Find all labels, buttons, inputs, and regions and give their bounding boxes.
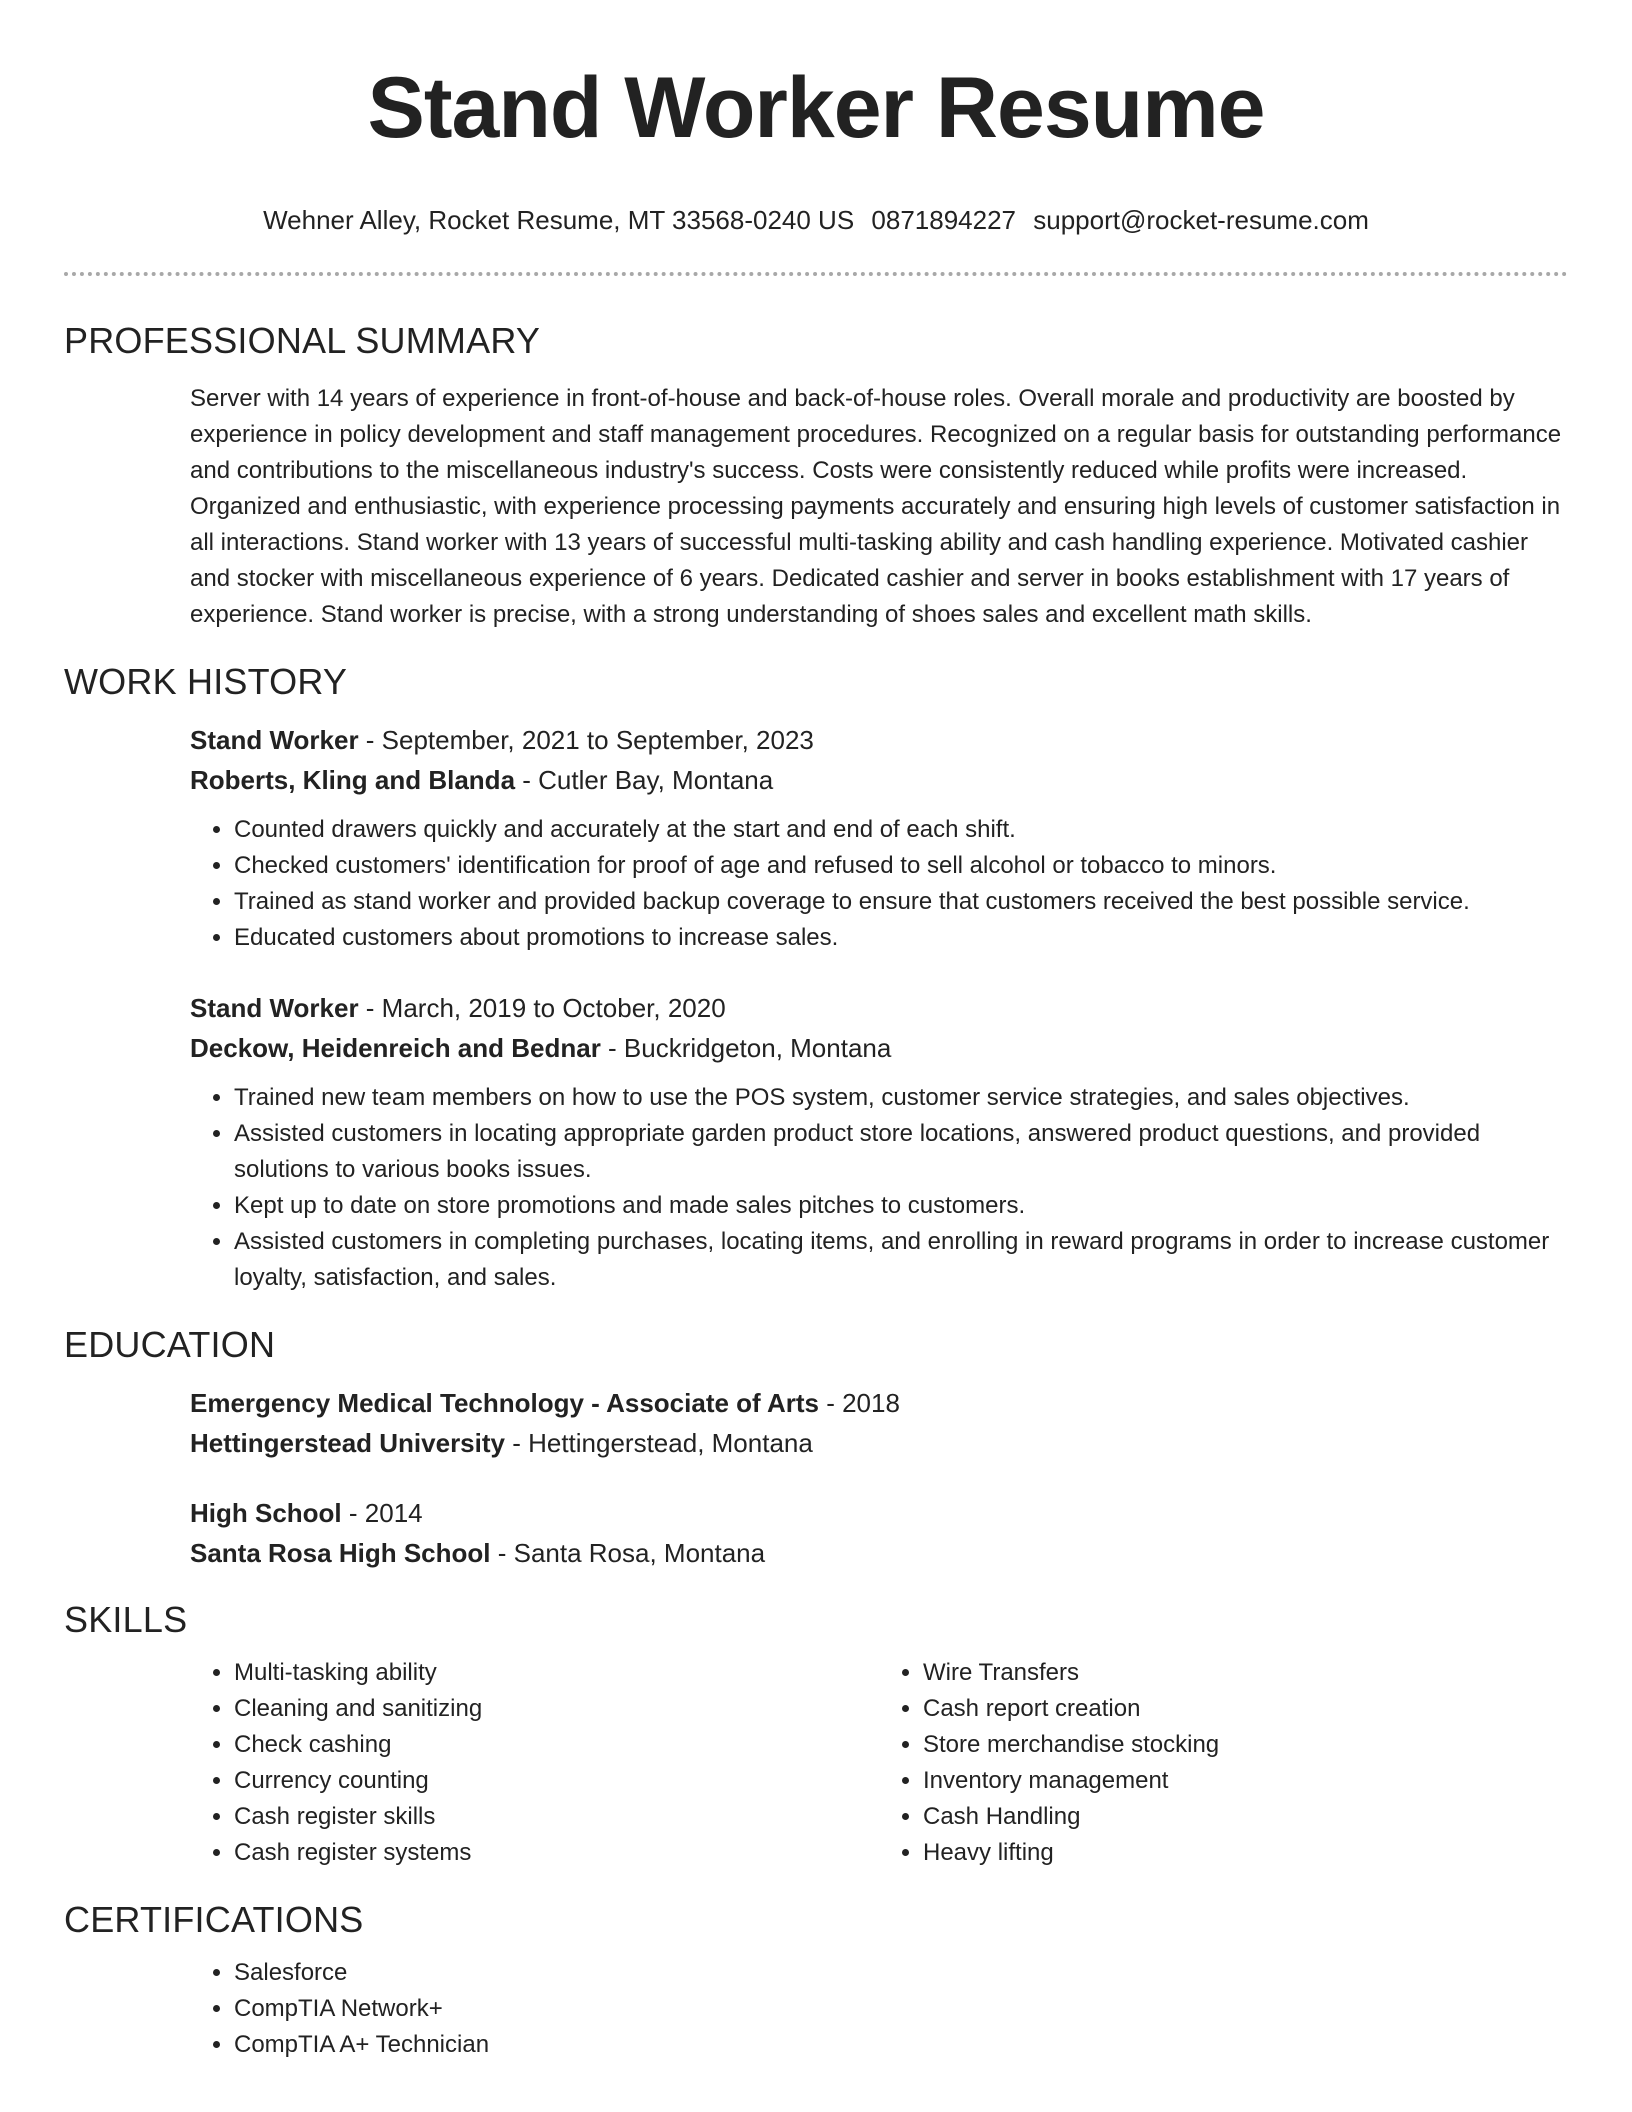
list-item: • Heavy lifting: [923, 1835, 1568, 1871]
degree: Emergency Medical Technology - Associate of Arts: [190, 1388, 819, 1418]
job-entry: [190, 988, 1568, 1296]
degree-line: [190, 1383, 1568, 1423]
list-item: • Cash register systems: [234, 1835, 879, 1871]
summary-text: Server with 14 years of experience in front-of-house and back-of-house roles. Overall morale and productivity are boosted by experience in policy development and staff management procedures. Recognized on a regular basis for outstanding performance and contributions to the miscellaneous industry's success. Costs were consistently reduced while profits were increased. Organized and enthusiastic, with experience processing payments accurately and ensuring high levels of customer satisfaction in all interactions. Stand worker with 13 years of successful multi-tasking ability and cash handling experience. Motivated cashier and stocker with miscellaneous experience of 6 years. Dedicated cashier and server in books establishment with 17 years of experience. Stand worker is precise, with a strong understanding of shoes sales and excellent math skills.: [190, 385, 1562, 628]
list-item: • Cash report creation: [923, 1691, 1568, 1727]
skills-columns: [190, 1655, 1568, 1871]
list-item: • Multi-tasking ability: [234, 1655, 879, 1691]
certifications-list: [190, 1955, 1568, 2063]
skills-heading: SKILLS: [64, 1599, 188, 1640]
skills-list-left: [190, 1655, 879, 1871]
school-location: - Hettingerstead, Montana: [504, 1428, 813, 1458]
education-section: [0, 1324, 1632, 1573]
job-company: Deckow, Heidenreich and Bednar: [190, 1033, 601, 1063]
list-item: • Currency counting: [234, 1763, 879, 1799]
summary-section: [0, 320, 1632, 633]
job-dates: - September, 2021 to September, 2023: [358, 725, 814, 755]
list-item: • Educated customers about promotions to increase sales.: [234, 920, 1568, 956]
list-item: • CompTIA A+ Technician: [234, 2027, 1568, 2063]
job-title: Stand Worker: [190, 993, 359, 1023]
school-line: [190, 1533, 1568, 1573]
school-line: [190, 1423, 1568, 1463]
list-item: • Wire Transfers: [923, 1655, 1568, 1691]
resume-title: Stand Worker Resume: [367, 60, 1265, 156]
list-item: • Salesforce: [234, 1955, 1568, 1991]
list-item: • Assisted customers in locating appropriate garden product store locations, answered product questions, and provided solutions to various books issues.: [234, 1116, 1568, 1188]
resume-header: [0, 0, 1632, 236]
header-divider: [64, 272, 1568, 276]
certifications-heading: CERTIFICATIONS: [64, 1899, 364, 1940]
skills-list-right: [879, 1655, 1568, 1871]
job-location: - Buckridgeton, Montana: [600, 1033, 892, 1063]
summary-heading: PROFESSIONAL SUMMARY: [64, 320, 541, 361]
job-title-line: [190, 720, 1568, 760]
job-duties-list: [190, 1080, 1568, 1296]
job-dates: - March, 2019 to October, 2020: [358, 993, 726, 1023]
education-entry: [190, 1383, 1568, 1463]
job-title: Stand Worker: [190, 725, 359, 755]
job-duties-list: [190, 812, 1568, 956]
list-item: • Checked customers' identification for proof of age and refused to sell alcohol or tobacco to minors.: [234, 848, 1568, 884]
job-company-line: [190, 1028, 1568, 1068]
work-history-heading: WORK HISTORY: [64, 661, 348, 702]
list-item: • Check cashing: [234, 1727, 879, 1763]
contact-line: [0, 204, 1632, 236]
contact-email: support@rocket-resume.com: [1033, 205, 1369, 235]
job-company: Roberts, Kling and Blanda: [190, 765, 516, 795]
education-heading: EDUCATION: [64, 1324, 276, 1365]
contact-phone: 0871894227: [871, 205, 1017, 235]
graduation-year: - 2018: [818, 1388, 900, 1418]
list-item: • Trained as stand worker and provided backup coverage to ensure that customers received the best possible service.: [234, 884, 1568, 920]
degree-line: [190, 1493, 1568, 1533]
school-name: Santa Rosa High School: [190, 1538, 491, 1568]
school-location: - Santa Rosa, Montana: [490, 1538, 766, 1568]
list-item: • Kept up to date on store promotions and made sales pitches to customers.: [234, 1188, 1568, 1224]
job-location: - Cutler Bay, Montana: [515, 765, 774, 795]
list-item: • Inventory management: [923, 1763, 1568, 1799]
graduation-year: - 2014: [341, 1498, 423, 1528]
list-item: • Trained new team members on how to use the POS system, customer service strategies, and sales objectives.: [234, 1080, 1568, 1116]
school-name: Hettingerstead University: [190, 1428, 505, 1458]
list-item: • CompTIA Network+: [234, 1991, 1568, 2027]
skills-section: [0, 1599, 1632, 1871]
job-title-line: [190, 988, 1568, 1028]
list-item: • Cash Handling: [923, 1799, 1568, 1835]
list-item: • Counted drawers quickly and accurately at the start and end of each shift.: [234, 812, 1568, 848]
degree: High School: [190, 1498, 342, 1528]
list-item: • Cleaning and sanitizing: [234, 1691, 879, 1727]
list-item: • Store merchandise stocking: [923, 1727, 1568, 1763]
job-entry: [190, 720, 1568, 956]
education-entry: [190, 1493, 1568, 1573]
summary-body: [190, 381, 1568, 633]
work-history-section: [0, 661, 1632, 1296]
list-item: • Cash register skills: [234, 1799, 879, 1835]
list-item: • Assisted customers in completing purchases, locating items, and enrolling in reward programs in order to increase customer loyalty, satisfaction, and sales.: [234, 1224, 1568, 1296]
certifications-section: [0, 1899, 1632, 2063]
contact-address: Wehner Alley, Rocket Resume, MT 33568-0240 US: [263, 205, 855, 235]
certifications-body: [190, 1955, 1568, 2063]
job-company-line: [190, 760, 1568, 800]
